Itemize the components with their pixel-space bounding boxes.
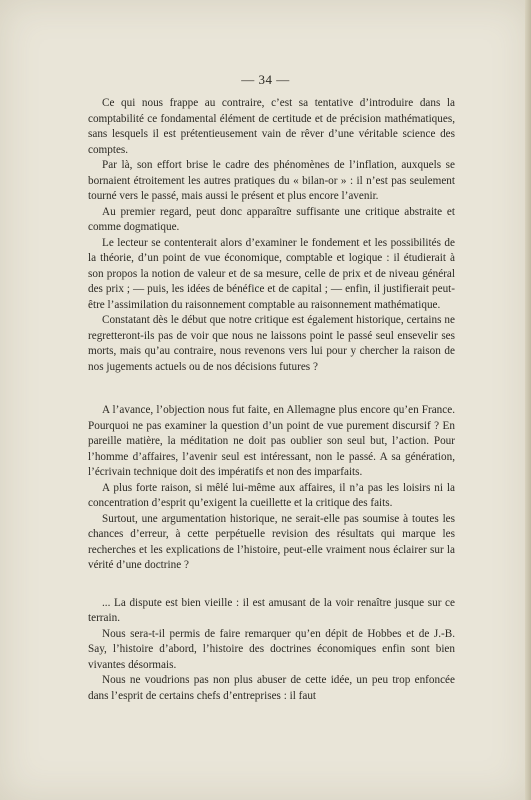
paragraph-7: A plus forte raison, si mêlé lui-même aux affaires, il n’a pas les loisirs ni la concentration d’esprit qu’exigent la cueillette et la critique des faits. xyxy=(88,481,455,509)
paragraph-8: Surtout, une argumentation historique, ne serait-elle pas soumise à toutes les chances d’erreur, à cette perpétuelle revision des résultats qui marque les recherches et les explications de l’histoire, peut-elle vraiment nous éclairer sur la vérité d’une doctrine ? xyxy=(88,512,455,571)
paragraph-6: A l’avance, l’objection nous fut faite, en Allemagne plus encore qu’en France. Pourquoi ne pas examiner la question d’un point de vue purement discursif ? En pareille matière, la méditation ne doit pas oublier son seul but, l’action. Pour l’homme d’affaires, l’avenir seul est intéressant, non le passé. A sa génération, l’écrivain technique doit des impératifs et non des imparfaits. xyxy=(88,404,455,478)
page-edge xyxy=(525,0,531,800)
paragraph-2: Par là, son effort brise le cadre des phénomènes de l’inflation, auxquels se bornaient étroitement les autres pratiques du « bilan-or » : il n’est pas seulement tourné vers le passé, mais aussi le présent et plus encore l’avenir. xyxy=(88,159,455,202)
paragraph-4: Le lecteur se contenterait alors d’examiner le fondement et les possibilités de la théorie, d’un point de vue économique, comptable et logique : il étudierait à son propos la notion de valeur et de sa mesure, celle de prix et de niveau général des prix ; — puis, les idées de bénéfice et de capital ; — enfin, il justifierait peut-être l’assimilation du raisonnement comptable au raisonnement mathématique. xyxy=(88,236,455,311)
paragraph-3: Au premier regard, peut donc apparaître suffisante une critique abstraite et comme dogmatique. xyxy=(88,205,455,233)
page-number: — 34 — xyxy=(241,72,290,87)
body-text xyxy=(88,96,455,704)
paragraph-10: Nous sera-t-il permis de faire remarquer qu’en dépit de Hobbes et de J.-B. Say, l’histoire d’abord, l’histoire des doctrines économiques enfin sont bien vivantes désormais. xyxy=(88,627,455,671)
paragraph-11: Nous ne voudrions pas non plus abuser de cette idée, un peu trop enfoncée dans l’esprit de certains chefs d’entreprises : il faut xyxy=(88,674,455,702)
paragraph-9: ... La dispute est bien vieille : il est amusant de la voir renaître jusque sur ce terrain. xyxy=(88,596,455,624)
paragraph-5: Constatant dès le début que notre critique est également historique, certains ne regretteront-ils pas de voir que nous ne laissons point le passé seul ensevelir ses morts, mais qu’au contraire, nous revenons vers lui pour y chercher la raison de nos jugements actuels ou de nos décisions futures ? xyxy=(88,314,455,373)
paragraph-1: Ce qui nous frappe au contraire, c’est sa tentative d’introduire dans la comptabilité ce fondamental élément de certitude et de précision mathématiques, sans lesquels il est prétentieusement vain de rêver d’une véritable science des comptes. xyxy=(88,97,455,156)
